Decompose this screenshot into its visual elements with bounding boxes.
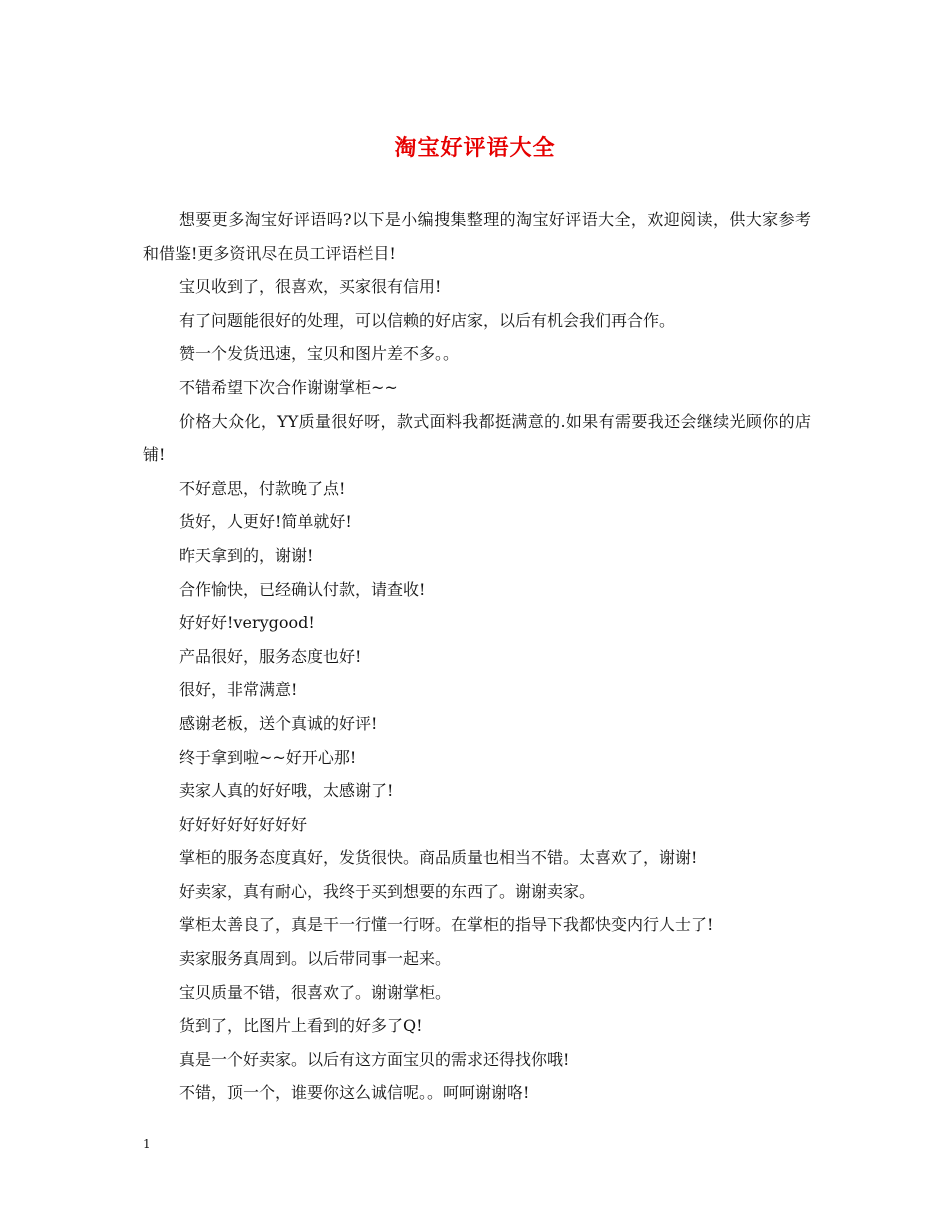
paragraph: 昨天拿到的，谢谢! bbox=[179, 545, 314, 565]
paragraph: 想要更多淘宝好评语吗?以下是小编搜集整理的淘宝好评语大全，欢迎阅读，供大家参考和借鉴!更多资讯尽在员工评语栏目! bbox=[143, 210, 811, 263]
paragraph: 货到了，比图片上看到的好多了Q! bbox=[179, 1016, 423, 1036]
paragraph: 好好好好好好好好 bbox=[179, 814, 308, 834]
paragraph: 卖家服务真周到。以后带同事一起来。 bbox=[179, 949, 452, 969]
paragraph: 掌柜太善良了，真是干一行懂一行呀。在掌柜的指导下我都快变内行人士了! bbox=[179, 915, 714, 935]
paragraph: 不好意思，付款晚了点! bbox=[179, 478, 346, 498]
paragraph: 宝贝收到了，很喜欢，买家很有信用! bbox=[179, 277, 442, 297]
paragraph: 感谢老板，送个真诚的好评! bbox=[179, 713, 378, 733]
paragraph: 货好，人更好!简单就好! bbox=[179, 512, 352, 532]
paragraph: 价格大众化，YY质量很好呀，款式面料我都挺满意的.如果有需要我还会继续光顾你的店铺! bbox=[143, 411, 811, 465]
page-number: 1 bbox=[143, 1137, 151, 1151]
document-body bbox=[143, 203, 811, 1110]
paragraph: 真是一个好卖家。以后有这方面宝贝的需求还得找你哦! bbox=[179, 1049, 570, 1069]
paragraph: 赞一个发货迅速，宝贝和图片差不多。。 bbox=[179, 344, 460, 364]
paragraph: 终于拿到啦~~好开心那! bbox=[179, 747, 357, 767]
paragraph: 不错希望下次合作谢谢掌柜~~ bbox=[179, 377, 398, 397]
paragraph: 合作愉快，已经确认付款，请查收! bbox=[179, 579, 426, 599]
paragraph: 好卖家，真有耐心，我终于买到想要的东西了。谢谢卖家。 bbox=[179, 881, 596, 901]
paragraph: 不错，顶一个，谁要你这么诚信呢。。呵呵谢谢咯! bbox=[179, 1083, 530, 1103]
paragraph: 掌柜的服务态度真好，发货很快。商品质量也相当不错。太喜欢了，谢谢! bbox=[179, 848, 698, 868]
paragraph: 产品很好，服务态度也好! bbox=[179, 646, 362, 666]
paragraph: 有了问题能很好的处理，可以信赖的好店家，以后有机会我们再合作。 bbox=[179, 310, 676, 330]
paragraph: 宝贝质量不错，很喜欢了。谢谢掌柜。 bbox=[179, 982, 452, 1002]
document-title: 淘宝好评语大全 bbox=[394, 135, 556, 161]
paragraph: 很好，非常满意! bbox=[179, 680, 298, 700]
paragraph: 好好好!verygood! bbox=[179, 613, 315, 633]
paragraph: 卖家人真的好好哦，太感谢了! bbox=[179, 781, 394, 801]
